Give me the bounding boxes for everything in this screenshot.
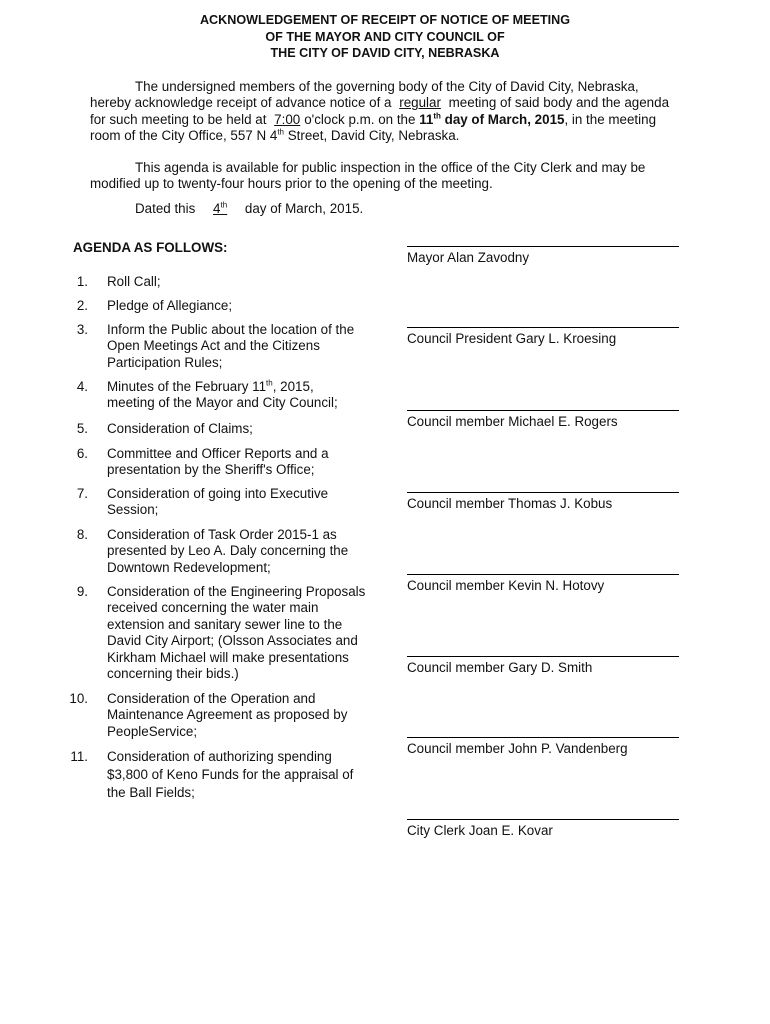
notice-text: Street, David City, Nebraska. [287, 128, 460, 144]
signature-block [407, 246, 679, 266]
signature-line [407, 327, 679, 328]
signer-name: Council member Kevin N. Hotovy [407, 578, 605, 593]
signature-block [407, 410, 679, 430]
meeting-time-field: 7:00 [274, 111, 301, 127]
notice-text: o'clock p.m. on the [304, 111, 416, 127]
signature-line [407, 574, 679, 575]
title-line-1: ACKNOWLEDGEMENT OF RECEIPT OF NOTICE OF MEETING [199, 13, 571, 27]
meeting-date: 11th day of March, 2015 [419, 111, 565, 127]
signature-line [407, 656, 679, 657]
signer-name: Council President Gary L. Kroesing [407, 331, 617, 346]
dated-day-field: 4th [213, 200, 228, 216]
signature-line [407, 737, 679, 738]
inspection-paragraph: This agenda is available for public inspection in the office of the City Clerk and may be modified up to twenty-four hours prior to the opening of the meeting. [90, 160, 646, 192]
notice-text: The undersigned members of the governing body of the City of David City, Nebraska, hereby acknowledge receipt of advance notice of a [90, 79, 639, 111]
dated-line: Dated this 4th day of March, 2015. [135, 200, 364, 216]
notice-text: meeting of said body and the agenda for such meeting to be held at [90, 95, 670, 127]
signature-block [407, 737, 679, 757]
signature-line [407, 819, 679, 820]
signer-name: Council member Thomas J. Kobus [407, 496, 613, 511]
title-line-2: OF THE MAYOR AND CITY COUNCIL OF [265, 29, 505, 44]
signature-block [407, 656, 679, 676]
signer-name: Council member John P. Vandenberg [407, 741, 628, 756]
notice-paragraph [90, 79, 670, 145]
signer-name: Council member Gary D. Smith [407, 660, 593, 675]
signature-line [407, 246, 679, 247]
title-line-3: THE CITY OF DAVID CITY, NEBRASKA [270, 46, 500, 60]
signature-block [407, 574, 679, 594]
signature-block [407, 327, 679, 347]
signer-name: Mayor Alan Zavodny [407, 250, 530, 265]
notice-text: , in the meeting room of the City Office, 557 N 4 [90, 111, 657, 144]
street-sup: th [277, 127, 284, 137]
signature-line [407, 492, 679, 493]
agenda-heading: AGENDA AS FOLLOWS: [73, 240, 228, 255]
signature-block [407, 492, 679, 512]
signer-name: Council member Michael E. Rogers [407, 414, 618, 429]
signer-name: City Clerk Joan E. Kovar [407, 823, 553, 838]
document-title [0, 12, 770, 62]
meeting-type-field: regular [399, 95, 441, 111]
signature-line [407, 410, 679, 411]
signature-block [407, 819, 679, 839]
